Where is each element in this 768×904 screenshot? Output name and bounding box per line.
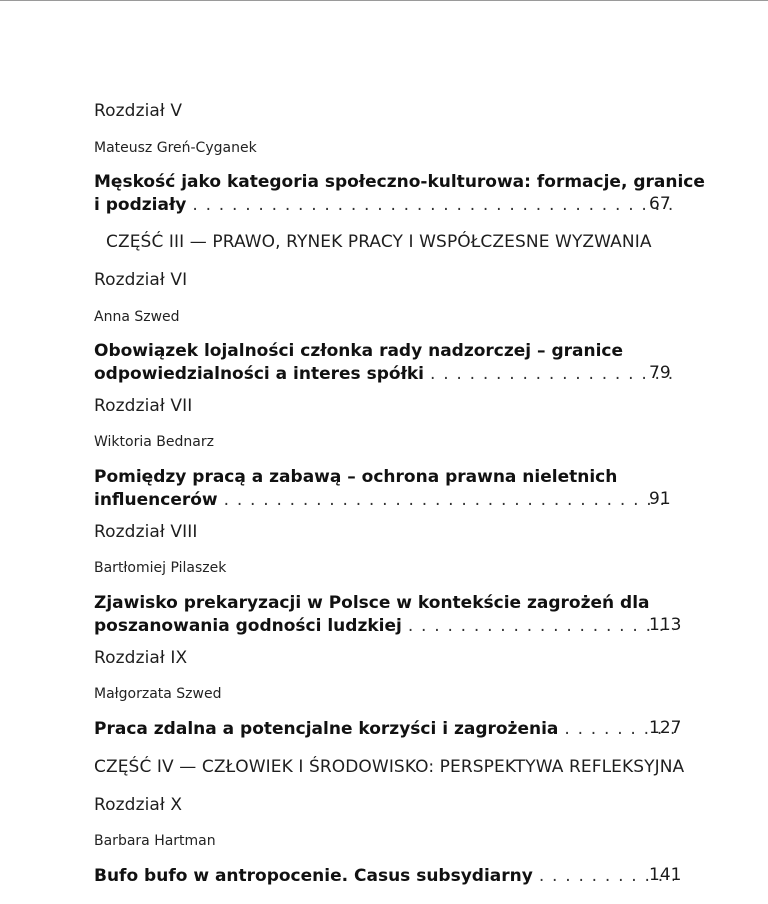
chapter-vi-title-line2: odpowiedzialności a interes spółki (94, 364, 425, 384)
chapter-vi-title-line1: Obowiązek lojalności członka rady nadzorczej – granice (94, 341, 624, 361)
part-iii-heading: CZĘŚĆ III — PRAWO, RYNEK PRACY I WSPÓŁCZESNE WYZWANIA (106, 232, 652, 252)
dot-leader (224, 489, 674, 512)
dot-leader (408, 615, 674, 638)
chapter-v-page-number: 67 (649, 194, 671, 214)
top-rule (0, 0, 768, 1)
dot-leader (430, 363, 674, 386)
chapter-vii-title-line2: influencerów (94, 490, 218, 510)
chapter-v-title-line1: Męskość jako kategoria społeczno-kulturowa: formacje, granice (94, 172, 705, 192)
chapter-ix-title-line: Praca zdalna a potencjalne korzyści i zagrożenia (94, 719, 559, 739)
chapter-ix-heading: Rozdział IX (94, 648, 188, 668)
chapter-ix-author: Małgorzata Szwed (94, 686, 222, 702)
chapter-v-title-line2: i podziały (94, 195, 187, 215)
chapter-vii-heading: Rozdział VII (94, 396, 193, 416)
dot-leader (192, 194, 674, 217)
chapter-vii-page-number: 91 (649, 489, 671, 509)
chapter-vi-author: Anna Szwed (94, 309, 180, 325)
chapter-vii-author: Wiktoria Bednarz (94, 434, 214, 450)
chapter-vi-heading: Rozdział VI (94, 270, 188, 290)
chapter-vi-title[interactable] (94, 340, 674, 386)
chapter-vii-title-line1: Pomiędzy pracą a zabawą – ochrona prawna nieletnich (94, 467, 618, 487)
chapter-x-author: Barbara Hartman (94, 833, 216, 849)
chapter-viii-author: Bartłomiej Pilaszek (94, 560, 227, 576)
chapter-viii-title[interactable] (94, 592, 674, 638)
chapter-viii-heading: Rozdział VIII (94, 522, 198, 542)
chapter-x-heading: Rozdział X (94, 795, 183, 815)
chapter-ix-title[interactable] (94, 718, 674, 741)
chapter-v-title[interactable] (94, 171, 705, 217)
chapter-ix-page-number: 127 (649, 718, 682, 738)
chapter-vii-title[interactable] (94, 466, 674, 512)
chapter-x-title[interactable] (94, 865, 674, 888)
chapter-vi-page-number: 79 (649, 363, 671, 383)
chapter-v-heading: Rozdział V (94, 101, 183, 121)
chapter-x-title-line: Bufo bufo w antropocenie. Casus subsydiarny (94, 866, 533, 886)
chapter-x-page-number: 141 (649, 865, 682, 885)
chapter-viii-page-number: 113 (649, 615, 682, 635)
part-iv-heading: CZĘŚĆ IV — CZŁOWIEK I ŚRODOWISKO: PERSPEKTYWA REFLEKSYJNA (94, 757, 685, 777)
chapter-v-author: Mateusz Greń-Cyganek (94, 140, 257, 156)
chapter-viii-title-line2: poszanowania godności ludzkiej (94, 616, 402, 636)
chapter-viii-title-line1: Zjawisko prekaryzacji w Polsce w kontekście zagrożeń dla (94, 593, 650, 613)
